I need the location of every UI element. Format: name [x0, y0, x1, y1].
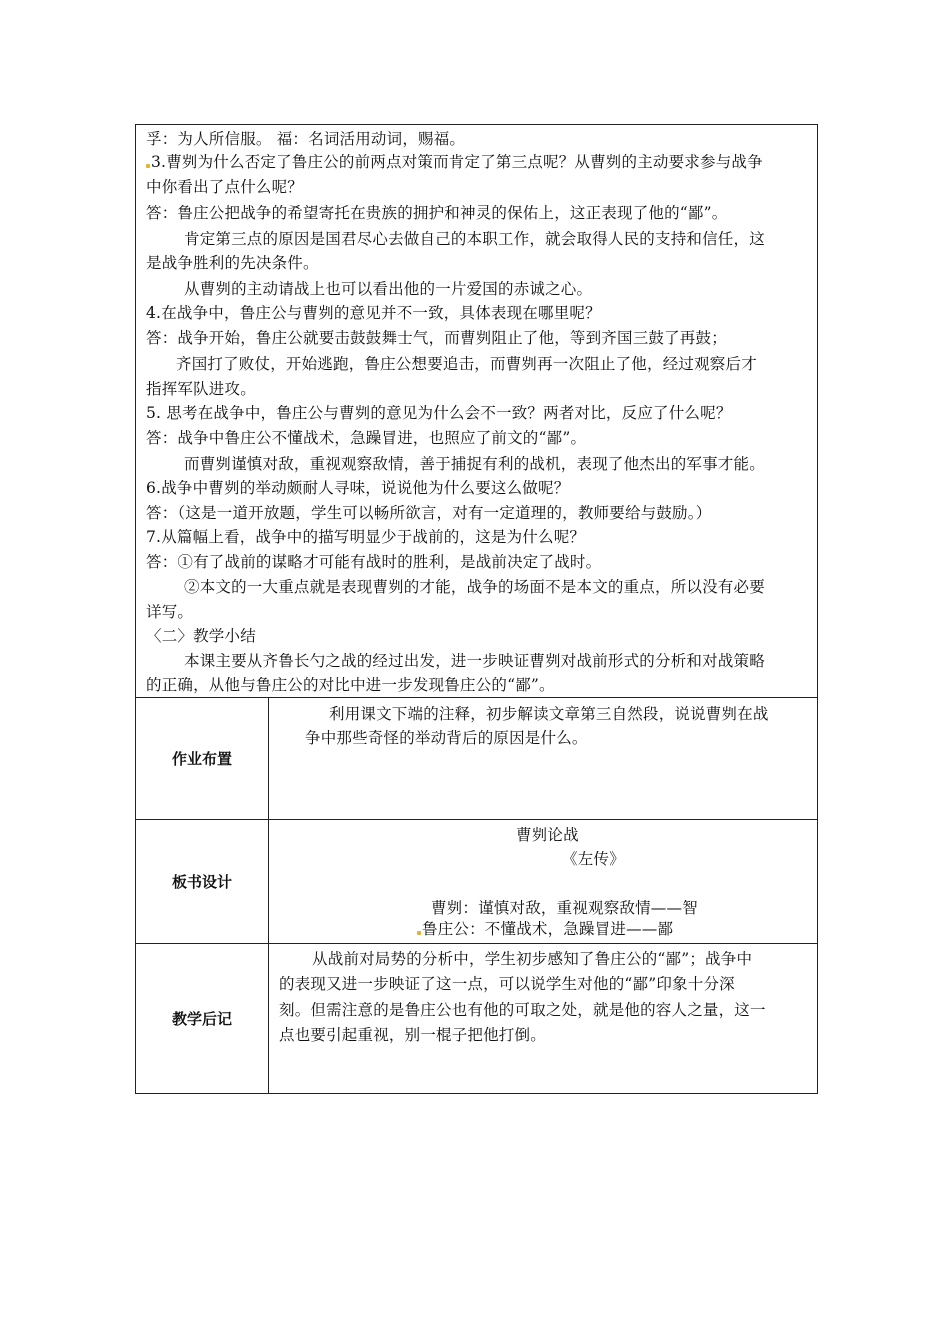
text-line: 从曹刿的主动请战上也可以看出他的一片爱国的赤诚之心。	[184, 280, 593, 298]
homework-content	[269, 698, 817, 819]
reflection-label: 教学后记	[136, 944, 269, 1093]
board-title: 曹刿论战	[516, 826, 579, 844]
text-line: 刻。但需注意的是鲁庄公也有他的可取之处，就是他的容人之量，这一	[279, 1001, 766, 1019]
question-5-line: 5. 思考在战争中，鲁庄公与曹刿的意见为什么会不一致？两者对比，反应了什么呢？	[146, 404, 732, 422]
text-line: 齐国打了败仗，开始逃跑，鲁庄公想要追击，而曹刿再一次阻止了他，经过观察后才	[176, 355, 757, 373]
text-line: 答：（这是一道开放题，学生可以畅所欲言，对有一定道理的，教师要给与鼓励。）	[146, 504, 712, 522]
question-4-line: 4.在战争中，鲁庄公与曹刿的意见并不一致，具体表现在哪里呢？	[146, 304, 601, 322]
reflection-content	[269, 944, 817, 1093]
board-line-2: 鲁庄公：不懂战术，急躁冒进——鄙	[417, 919, 673, 939]
text-line: 肯定第三点的原因是国君尽心去做自己的本职工作，就会取得人民的支持和信任，这	[184, 230, 765, 248]
board-source: 《左传》	[562, 850, 625, 868]
lesson-plan-table	[135, 124, 818, 1094]
board-design-content	[269, 820, 817, 943]
text-line: 指挥军队进攻。	[146, 380, 256, 398]
text-line: 本课主要从齐鲁长勺之战的经过出发，进一步映证曹刿对战前形式的分析和对战策略	[184, 652, 765, 670]
text-line: 而曹刿谨慎对敌，重视观察敌情，善于捕捉有利的战机，表现了他杰出的军事才能。	[184, 455, 765, 473]
text-line: 答：鲁庄公把战争的希望寄托在贵族的拥护和神灵的保佑上，这正表现了他的“鄙”。	[146, 204, 728, 222]
text-line: 的表现又进一步映证了这一点，可以说学生对他的“鄙”印象十分深	[279, 975, 735, 993]
text-line: 答：战争开始，鲁庄公就要击鼓鼓舞士气，而曹刿阻止了他，等到齐国三鼓了再鼓；	[146, 329, 727, 347]
text-line: 中你看出了点什么呢？	[146, 178, 304, 196]
text-line: 的正确，从他与鲁庄公的对比中进一步发现鲁庄公的“鄙”。	[146, 676, 555, 694]
text-line: 利用课文下端的注释，初步解读文章第三自然段，说说曹刿在战	[329, 705, 769, 723]
text-line: ②本文的一大重点就是表现曹刿的才能，战争的场面不是本文的重点，所以没有必要	[184, 578, 765, 596]
text-line: 详写。	[146, 603, 194, 621]
text-line: 从战前对局势的分析中，学生初步感知了鲁庄公的“鄙”；战争中	[312, 950, 753, 968]
text-line: 争中那些奇怪的举动背后的原因是什么。	[305, 729, 588, 747]
text-line: 孚：为人所信服。 福：名词活用动词，赐福。	[146, 130, 466, 148]
question-3-line: 3.曹刿为什么否定了鲁庄公的前两点对策而肯定了第三点呢？从曹刿的主动要求参与战争	[146, 152, 763, 172]
board-line-1: 曹刿：谨慎对敌，重视观察敌情——智	[431, 899, 698, 917]
homework-row	[136, 698, 817, 820]
question-7-line: 7.从篇幅上看，战争中的描写明显少于战前的，这是为什么呢？	[146, 528, 586, 546]
question-6-line: 6.战争中曹刿的举动颇耐人寻味，说说他为什么要这么做呢？	[146, 479, 570, 497]
homework-label: 作业布置	[136, 698, 269, 819]
summary-heading: 〈二〉教学小结	[146, 627, 256, 645]
board-design-row	[136, 820, 817, 944]
reflection-row	[136, 944, 817, 1093]
text-line: 是战争胜利的先决条件。	[146, 254, 319, 272]
edit-mark-icon	[146, 164, 150, 168]
text-line: 答：①有了战前的谋略才可能有战时的胜利，是战前决定了战时。	[146, 553, 602, 571]
teaching-process-cell	[136, 125, 817, 698]
text-line: 点也要引起重视，别一棍子把他打倒。	[279, 1026, 546, 1044]
text-line: 答：战争中鲁庄公不懂战术，急躁冒进，也照应了前文的“鄙”。	[146, 429, 587, 447]
edit-mark-icon	[417, 931, 421, 935]
board-design-label: 板书设计	[136, 820, 269, 943]
